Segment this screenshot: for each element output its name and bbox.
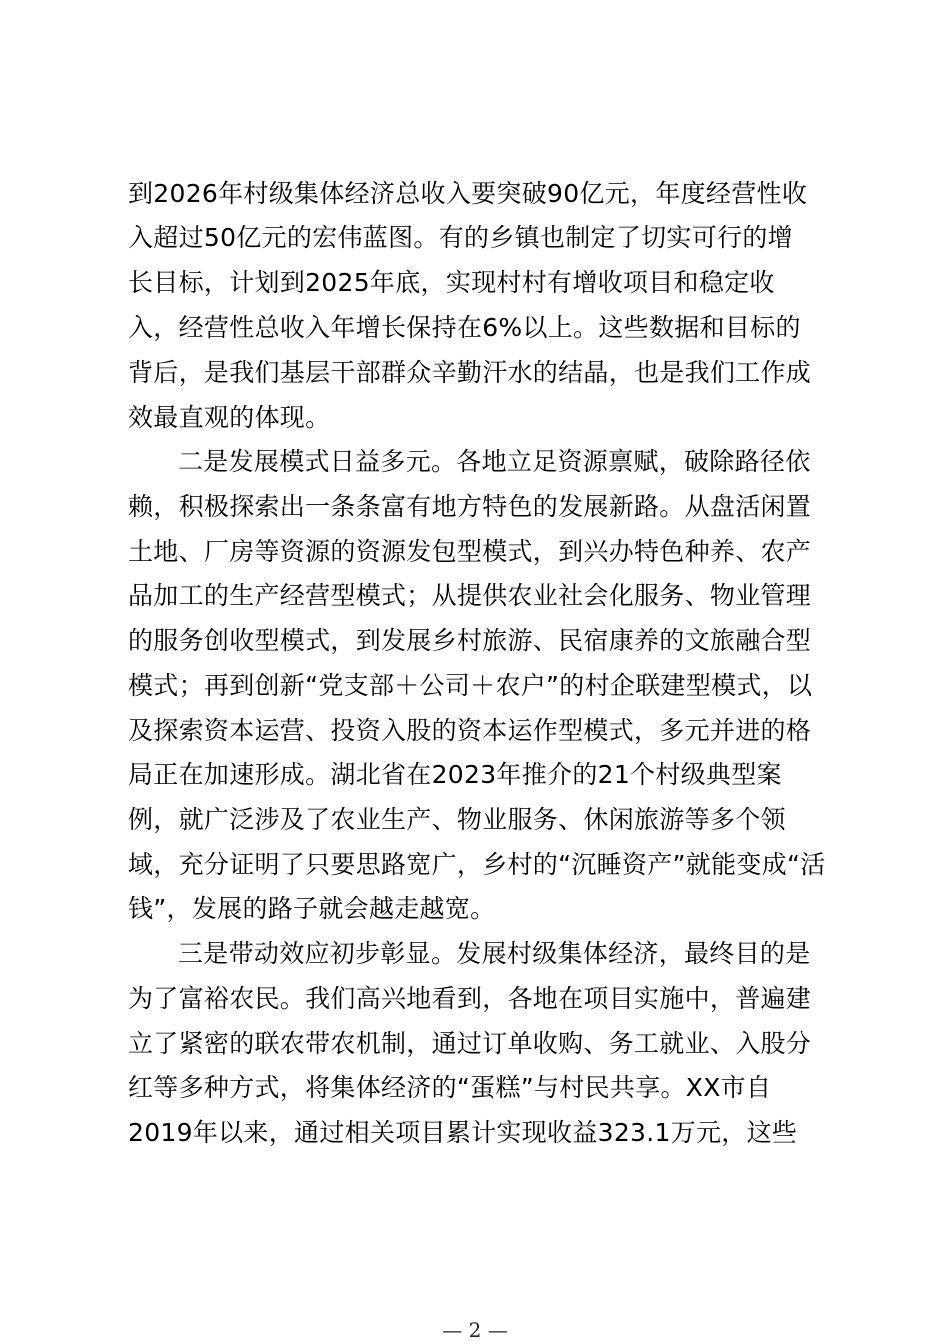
paragraph-start-line: 三是带动效应初步彰显。发展村级集体经济，最终目的是 [178, 939, 811, 968]
page-number: — 2 — [442, 1318, 508, 1342]
text-line: 例，就广泛涉及了农业生产、物业服务、休闲旅游等多个领 [128, 805, 786, 834]
text-line: 到2026年村级集体经济总收入要突破90亿元，年度经营性收 [128, 179, 808, 208]
text-line: 2019年以来，通过相关项目累计实现收益323.1万元，这些 [128, 1118, 798, 1147]
text-line: 品加工的生产经营型模式；从提供农业社会化服务、物业管理 [128, 581, 812, 610]
text-line: 入，经营性总收入年增长保持在6%以上。这些数据和目标的 [128, 313, 801, 342]
text-line: 域，充分证明了只要思路宽广，乡村的“沉睡资产”就能变成“活 [128, 850, 826, 879]
text-line: 立了紧密的联农带农机制，通过订单收购、务工就业、入股分 [128, 1029, 812, 1058]
text-line: 及探索资本运营、投资入股的资本运作型模式，多元并进的格 [128, 716, 812, 745]
text-line: 钱”，发展的路子就会越走越宽。 [128, 894, 496, 923]
text-line: 模式；再到创新“党支部＋公司＋农户”的村企联建型模式，以 [128, 671, 813, 700]
text-line: 赖，积极探索出一条条富有地方特色的发展新路。从盘活闲置 [128, 492, 812, 521]
text-line: 的服务创收型模式，到发展乡村旅游、民宿康养的文旅融合型 [128, 626, 812, 655]
text-line: 效最直观的体现。 [128, 403, 331, 432]
text-line: 局正在加速形成。湖北省在2023年推介的21个村级典型案 [128, 760, 782, 789]
text-line: 入超过50亿元的宏伟蓝图。有的乡镇也制定了切实可行的增 [128, 223, 793, 252]
paragraph-start-line: 二是发展模式日益多元。各地立足资源禀赋，破除路径依 [178, 447, 811, 476]
text-line: 为了富裕农民。我们高兴地看到，各地在项目实施中，普遍建 [128, 984, 812, 1013]
text-line: 土地、厂房等资源的资源发包型模式，到兴办特色种养、农产 [128, 537, 812, 566]
text-line: 长目标，计划到2025年底，实现村村有增收项目和稳定收 [128, 268, 775, 297]
text-line: 红等多种方式，将集体经济的“蛋糕”与村民共享。XX市自 [128, 1073, 772, 1102]
text-line: 背后，是我们基层干部群众辛勤汗水的结晶，也是我们工作成 [128, 358, 812, 387]
